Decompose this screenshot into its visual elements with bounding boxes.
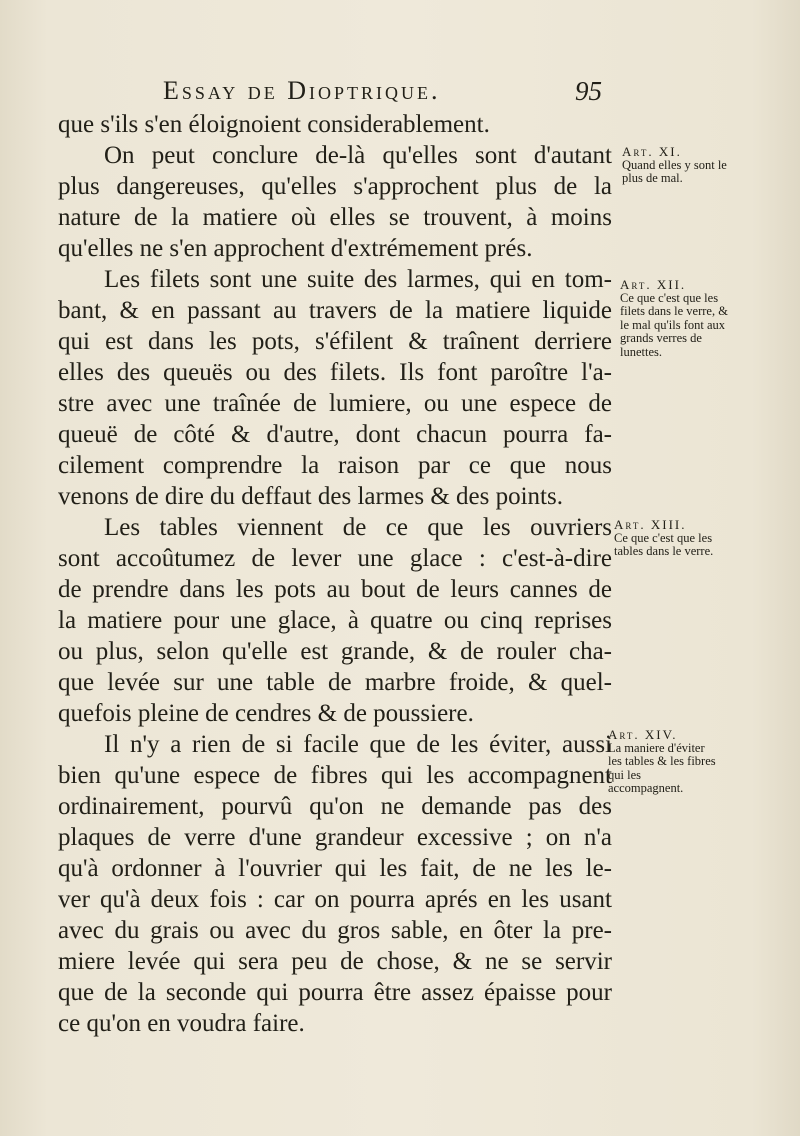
text-line: qu'elles ne s'en approchent d'extrémement prés.: [58, 235, 533, 262]
margin-note-text: Ce que c'est que les filets dans le verre, & le mal qu'ils font aux grands verres de lunettes.: [620, 290, 728, 359]
text-line: On peut conclure de-là qu'elles sont d'autant: [104, 142, 612, 169]
text-line: quefois pleine de cendres & de poussiere.: [58, 700, 474, 727]
text-line: stre avec une traînée de lumiere, ou une espece de: [58, 390, 612, 417]
margin-note-text: Ce que c'est que les tables dans le verre.: [614, 530, 714, 558]
text-line: Il n'y a rien de si facile que de les éviter, aussi: [104, 731, 612, 758]
text-line: bien qu'une espece de fibres qui les accompagnent: [58, 762, 612, 789]
text-line: qu'à ordonner à l'ouvrier qui les fait, de ne les le-: [58, 855, 612, 882]
text-line: sont accoûtumez de lever une glace : c'est-à-dire: [58, 545, 612, 572]
text-line: ver qu'à deux fois : car on pourra aprés en les usant: [58, 886, 612, 913]
page-number: 95: [575, 76, 602, 106]
text-line: miere levée qui sera peu de chose, & ne se servir: [58, 948, 612, 975]
text-line: Les filets sont une suite des larmes, qui en tom-: [104, 266, 612, 293]
margin-note-article: Art. XIV.: [608, 727, 678, 742]
margin-note-art-12: [620, 278, 730, 359]
text-line: nature de la matiere où elles se trouvent, à moins: [58, 204, 612, 231]
text-line: venons de dire du deffaut des larmes & des points.: [58, 483, 563, 510]
margin-note-art-13: [614, 518, 724, 559]
text-line: avec du grais ou avec du gros sable, en ôter la pre-: [58, 917, 612, 944]
margin-note-article: Art. XIII.: [614, 517, 687, 532]
margin-note-text: Quand elles y sont le plus de mal.: [622, 157, 727, 185]
margin-note-article: Art. XII.: [620, 277, 687, 292]
text-line: queuë de côté & d'autre, dont chacun pourra fa-: [58, 421, 612, 448]
text-line: que de la seconde qui pourra être assez épaisse pour: [58, 979, 612, 1006]
page-header: [155, 74, 610, 110]
text-line: elles des queuës ou des filets. Ils font paroître l'a-: [58, 359, 612, 386]
text-line: ou plus, selon qu'elle est grande, & de rouler cha-: [58, 638, 612, 665]
text-line: que levée sur une table de marbre froide, & quel-: [58, 669, 612, 696]
margin-note-article: Art. XI.: [622, 144, 682, 159]
text-line: plaques de verre d'une grandeur excessive ; on n'a: [58, 824, 612, 851]
text-line: de prendre dans les pots au bout de leurs cannes de: [58, 576, 612, 603]
margin-note-art-11: [622, 145, 732, 186]
running-title: Essay de Dioptrique.: [163, 76, 441, 105]
text-line: cilement comprendre la raison par ce que nous: [58, 452, 612, 479]
text-line: ce qu'on en voudra faire.: [58, 1010, 305, 1037]
margin-note-art-14: [608, 728, 718, 796]
text-line: Les tables viennent de ce que les ouvriers: [104, 514, 612, 541]
text-line: qui est dans les pots, s'éfilent & traînent derriere: [58, 328, 612, 355]
margin-note-text: La maniere d'éviter les tables & les fibres qui les accompagnent.: [608, 740, 716, 795]
text-line: la matiere pour une glace, à quatre ou cinq reprises: [58, 607, 612, 634]
text-line: bant, & en passant au travers de la matiere liquide: [58, 297, 612, 324]
text-line: que s'ils s'en éloignoient considerablement.: [58, 111, 490, 138]
text-line: plus dangereuses, qu'elles s'approchent plus de la: [58, 173, 612, 200]
text-line: ordinairement, pourvû qu'on ne demande pas des: [58, 793, 612, 820]
